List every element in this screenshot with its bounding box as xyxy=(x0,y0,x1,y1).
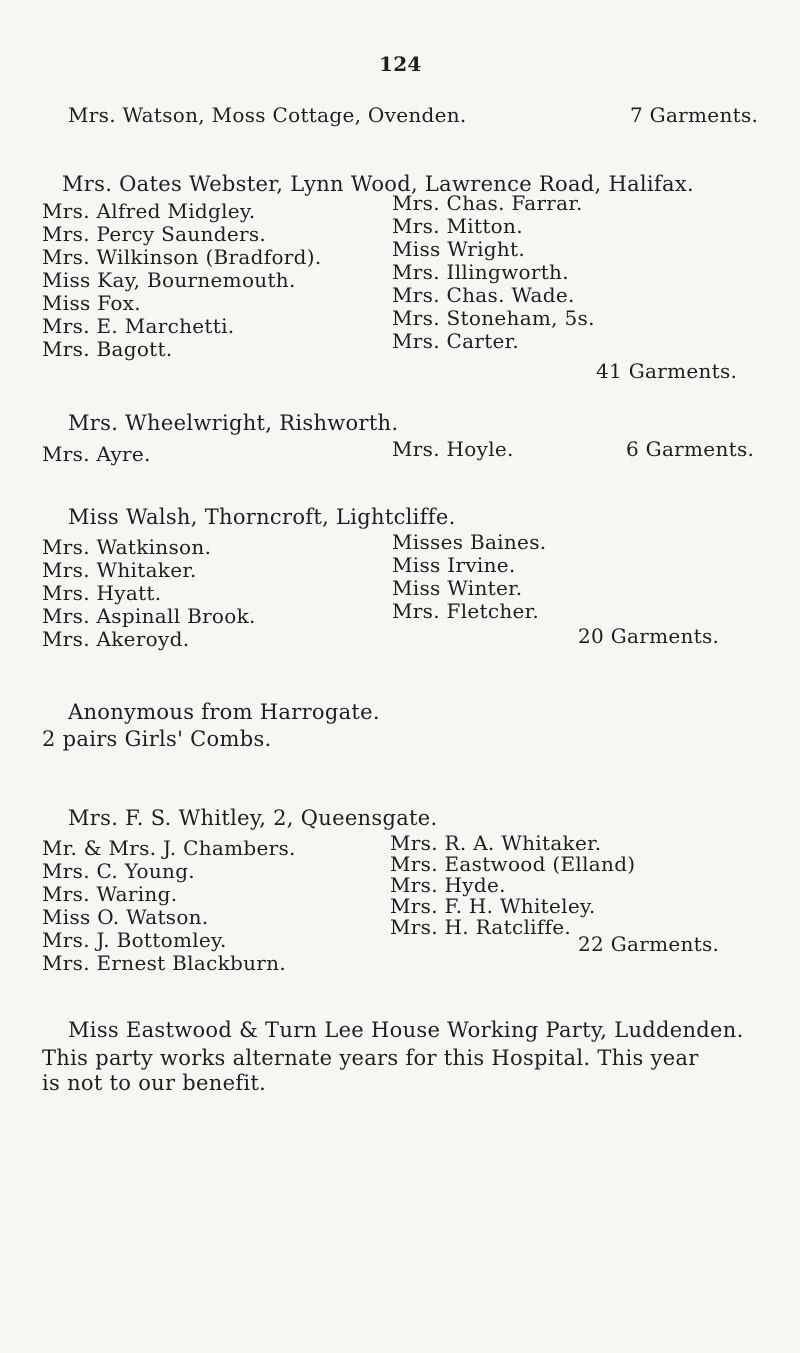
entry-webster-right-column xyxy=(392,192,595,353)
contributor: Mrs. Fletcher. xyxy=(392,599,540,623)
contributor: Miss O. Watson. xyxy=(42,905,209,929)
entry-whitley-garments: 22 Garments. xyxy=(578,932,720,956)
entry-walsh-lead: Miss Walsh, Thorncroft, Lightcliffe. xyxy=(68,505,456,529)
entry-anonymous-detail: 2 pairs Girls' Combs. xyxy=(42,727,272,751)
contributor: Misses Baines. xyxy=(392,530,547,554)
contributor: Mrs. R. A. Whitaker. xyxy=(390,831,602,855)
entry-eastwood-note-line2: is not to our benefit. xyxy=(42,1071,267,1095)
entry-whitley-lead: Mrs. F. S. Whitley, 2, Queensgate. xyxy=(68,806,438,830)
contributor: Mrs. Waring. xyxy=(42,882,178,906)
contributor: Mrs. Alfred Midgley. xyxy=(42,199,256,223)
contributor: Mrs. Mitton. xyxy=(392,214,523,238)
entry-wheelwright-garments: 6 Garments. xyxy=(626,437,755,461)
entry-webster-left-column xyxy=(42,200,322,361)
contributor: Mrs. C. Young. xyxy=(42,859,195,883)
contributor: Miss Wright. xyxy=(392,237,526,261)
entry-wheelwright-lead: Mrs. Wheelwright, Rishworth. xyxy=(68,411,399,435)
contributor: Mrs. Chas. Wade. xyxy=(392,283,575,307)
contributor: Mrs. Aspinall Brook. xyxy=(42,604,256,628)
contributor: Mrs. Chas. Farrar. xyxy=(392,191,583,215)
contributor: Mrs. Ernest Blackburn. xyxy=(42,951,286,975)
entry-eastwood-lead: Miss Eastwood & Turn Lee House Working Party, Luddenden. xyxy=(68,1018,744,1042)
entry-walsh-left-column xyxy=(42,536,256,651)
contributor: Mrs. Hyatt. xyxy=(42,581,162,605)
contributor: Miss Kay, Bournemouth. xyxy=(42,268,296,292)
contributor: Mrs. J. Bottomley. xyxy=(42,928,227,952)
contributor: Mrs. F. H. Whiteley. xyxy=(390,894,596,918)
entry-eastwood-note-line1: This party works alternate years for this Hospital. This year xyxy=(42,1046,699,1070)
contributor: Mrs. Watkinson. xyxy=(42,535,212,559)
entry-anonymous-lead: Anonymous from Harrogate. xyxy=(68,700,380,724)
contributor: Mrs. Bagott. xyxy=(42,337,173,361)
entry-webster-garments: 41 Garments. xyxy=(596,359,738,383)
contributor: Mrs. E. Marchetti. xyxy=(42,314,235,338)
entry-walsh-garments: 20 Garments. xyxy=(578,624,720,648)
contributor: Mrs. Ayre. xyxy=(42,442,151,466)
entry-whitley-left-column xyxy=(42,837,296,975)
contributor: Mrs. Hyde. xyxy=(390,873,506,897)
entry-webster-lead: Mrs. Oates Webster, Lynn Wood, Lawrence Road, Halifax. xyxy=(62,172,694,196)
contributor: Mrs. Percy Saunders. xyxy=(42,222,267,246)
contributor: Mrs. Wilkinson (Bradford). xyxy=(42,245,322,269)
contributor: Miss Fox. xyxy=(42,291,141,315)
contributor: Mrs. Carter. xyxy=(392,329,519,353)
contributor: Mrs. Eastwood (Elland) xyxy=(390,852,636,876)
contributor: Mrs. Stoneham, 5s. xyxy=(392,306,595,330)
contributor: Mr. & Mrs. J. Chambers. xyxy=(42,836,296,860)
entry-watson-lead: Mrs. Watson, Moss Cottage, Ovenden. xyxy=(68,103,467,127)
contributor: Mrs. Whitaker. xyxy=(42,558,197,582)
contributor: Mrs. H. Ratcliffe. xyxy=(390,915,572,939)
contributor: Miss Winter. xyxy=(392,576,523,600)
contributor: Mrs. Hoyle. xyxy=(392,437,514,461)
page-number: 124 xyxy=(379,52,422,76)
contributor: Mrs. Akeroyd. xyxy=(42,627,190,651)
entry-walsh-right-column xyxy=(392,531,546,623)
contributor: Miss Irvine. xyxy=(392,553,516,577)
entry-watson-garments: 7 Garments. xyxy=(630,103,759,127)
contributor: Mrs. Illingworth. xyxy=(392,260,569,284)
entry-whitley-right-column xyxy=(390,833,635,938)
